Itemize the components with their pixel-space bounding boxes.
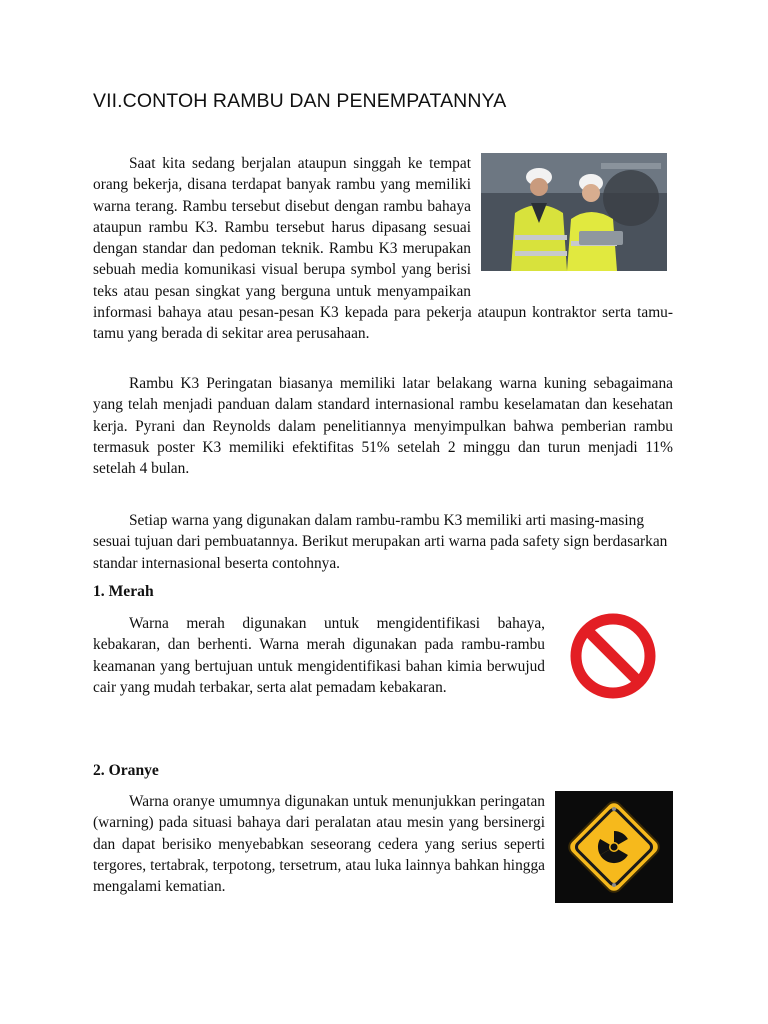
merah-text: Warna merah digunakan untuk mengidentifikasi bahaya, kebakaran, dan berhenti. Warna merah digunakan pada rambu-rambu keamanan yang bertujuan untuk mengidentifikasi bahan kimia berwujud cair yang mudah terbakar, serta alat pemadam kebakaran.: [93, 615, 545, 696]
warning-paragraph: [93, 373, 673, 479]
color-meaning-text: Setiap warna yang digunakan dalam rambu-rambu K3 memiliki arti masing-masing sesuai tujuan dari pembuatannya. Berikut merupakan arti warna pada safety sign berdasarkan standar internasional beserta contohnya.: [93, 512, 668, 572]
intro-text: Saat kita sedang berjalan ataupun singgah ke tempat orang bekerja, disana terdapat banyak rambu yang memiliki warna terang. Rambu tersebut disebut dengan rambu bahaya ataupun rambu K3. Rambu tersebut harus dipasang sesuai dengan standar dan pedoman teknik. Rambu K3 merupakan sebuah media komunikasi visual berupa symbol yang berisi teks atau pesan singkat yang berguna untuk menyampaikan informasi bahaya atau pesan-pesan K3 kepada para pekerja ataupun kontraktor serta tamu-tamu yang berada di sekitar area perusahaan.: [93, 155, 673, 343]
page-heading: VII.CONTOH RAMBU DAN PENEMPATANNYA: [93, 90, 507, 112]
workers-photo: [481, 153, 673, 278]
prohibition-sign-icon: [556, 600, 674, 712]
intro-paragraph: [93, 153, 673, 345]
section-title-merah: 1. Merah: [93, 583, 154, 600]
section-text-merah: [93, 613, 545, 698]
radiation-warning-sign-icon: [555, 791, 673, 903]
oranye-text: Warna oranye umumnya digunakan untuk menunjukkan peringatan (warning) pada situasi bahaya dari peralatan atau mesin yang bersinergi dan dapat berisiko menyebabkan seseorang cedera yang serius seperti tergores, tertabrak, terpotong, tersetrum, atau luka lainnya bahkan hingga mengalami kematian.: [93, 793, 545, 896]
color-meaning-paragraph: [93, 510, 673, 574]
warning-text: Rambu K3 Peringatan biasanya memiliki latar belakang warna kuning sebagaimana yang telah menjadi panduan dalam standard internasional rambu keselamatan dan kesehatan kerja. Pyrani dan Reynolds dalam penelitiannya menyimpulkan bahwa pemberian rambu termasuk poster K3 memiliki efektifitas 51% setelah 2 minggu dan turun menjadi 11% setelah 4 bulan.: [93, 375, 673, 478]
section-title-oranye: 2. Oranye: [93, 762, 159, 779]
workers-photo-icon: [481, 153, 667, 271]
section-text-oranye: [93, 791, 545, 897]
